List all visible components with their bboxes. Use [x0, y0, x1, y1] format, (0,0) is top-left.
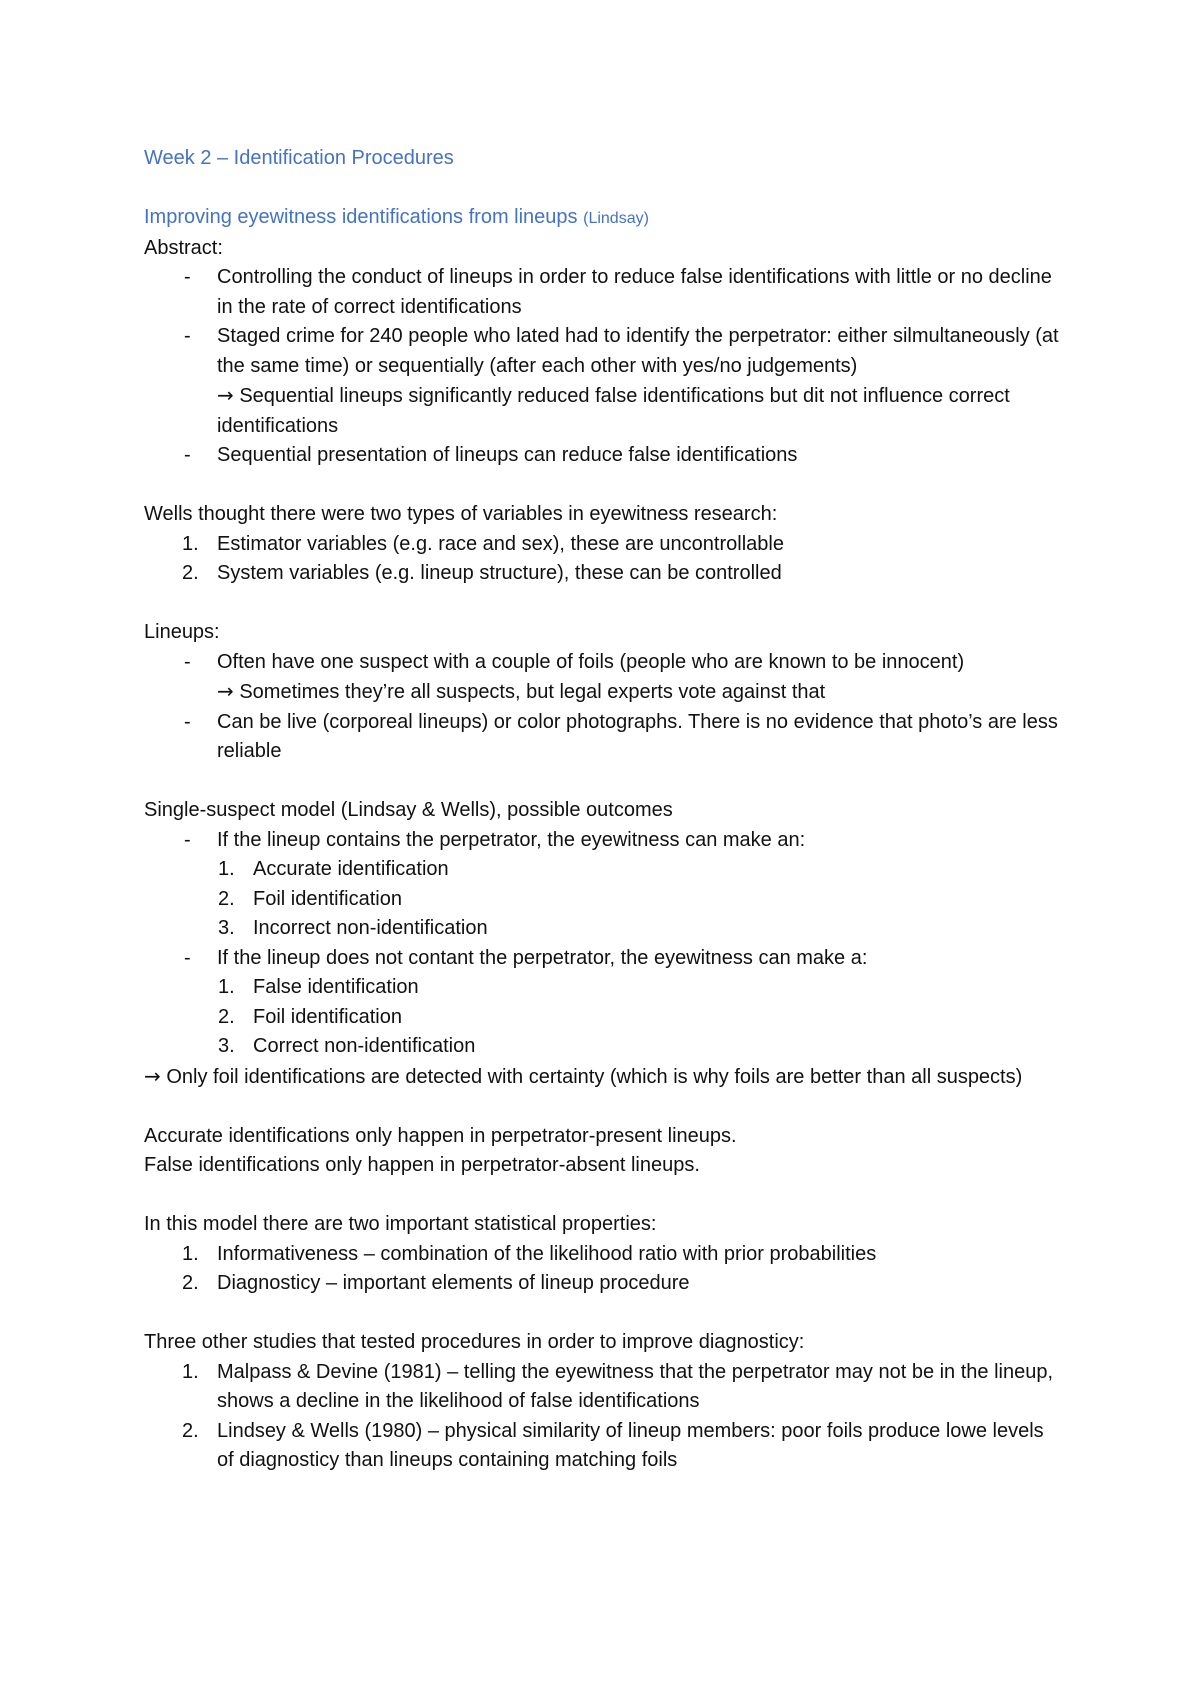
absent-outcomes-list — [144, 973, 1064, 1062]
dash-marker: - — [184, 266, 191, 288]
document-body — [144, 144, 1064, 1476]
abstract-list — [144, 263, 1064, 471]
arrow-right-icon: → — [217, 679, 234, 703]
list-subnote-text: Sequential lineups significantly reduced false identifications but dit not influence correct identifications — [217, 385, 1010, 437]
dash-marker: - — [184, 325, 191, 347]
number-marker: 2. — [182, 562, 199, 584]
abstract-label: Abstract: — [144, 236, 223, 259]
arrow-right-icon: → — [144, 1063, 161, 1088]
list-item-text: Estimator variables (e.g. race and sex), these are uncontrollable — [217, 532, 784, 555]
list-item — [144, 1269, 1064, 1299]
list-item — [144, 1003, 1064, 1033]
false-identifications-line: False identifications only happen in perpetrator-absent lineups. — [144, 1154, 700, 1176]
list-subnote — [217, 677, 1064, 708]
accurate-identifications-line: Accurate identifications only happen in perpetrator-present lineups. — [144, 1124, 737, 1147]
list-item — [144, 441, 1064, 471]
list-item — [144, 559, 1064, 589]
list-item — [144, 855, 1064, 885]
number-marker: 1. — [182, 532, 199, 555]
list-item-text: Often have one suspect with a couple of foils (people who are known to be innocent) — [217, 650, 965, 673]
list-item — [144, 648, 1064, 708]
list-item-text: If the lineup does not contant the perpetrator, the eyewitness can make a: — [217, 946, 868, 969]
section-heading-text: Improving eyewitness identifications from lineups — [144, 206, 578, 228]
number-marker: 2. — [218, 887, 235, 910]
wells-intro: Wells thought there were two types of variables in eyewitness research: — [144, 503, 778, 525]
single-suspect-list — [144, 826, 1064, 856]
list-item-text: Accurate identification — [253, 858, 449, 880]
list-item — [144, 322, 1064, 441]
list-item-text: Foil identification — [253, 1005, 402, 1028]
list-item — [144, 973, 1064, 1003]
arrow-right-icon: → — [217, 383, 234, 407]
dash-marker: - — [184, 444, 191, 466]
number-marker: 1. — [182, 1242, 199, 1265]
list-item — [144, 944, 1064, 974]
list-item-text: If the lineup contains the perpetrator, the eyewitness can make an: — [217, 828, 806, 851]
list-item — [144, 530, 1064, 560]
list-subnote-text: Sometimes they’re all suspects, but legal experts vote against that — [239, 681, 826, 703]
number-marker: 1. — [182, 1360, 199, 1383]
number-marker: 2. — [182, 1272, 199, 1294]
properties-list — [144, 1240, 1064, 1299]
list-item — [144, 708, 1064, 767]
single-suspect-conclusion — [144, 1062, 1064, 1093]
studies-intro: Three other studies that tested procedures in order to improve diagnosticy: — [144, 1331, 805, 1353]
list-item — [144, 914, 1064, 944]
single-suspect-intro: Single-suspect model (Lindsay & Wells), possible outcomes — [144, 799, 673, 821]
list-item — [144, 1032, 1064, 1062]
number-marker: 3. — [218, 917, 235, 939]
present-outcomes-list — [144, 855, 1064, 944]
list-item-text: Foil identification — [253, 887, 402, 910]
document-title: Week 2 – Identification Procedures — [144, 147, 454, 169]
properties-intro: In this model there are two important statistical properties: — [144, 1213, 657, 1235]
list-item-text: Correct non-identification — [253, 1035, 476, 1057]
list-item-text: Controlling the conduct of lineups in order to reduce false identifications with little or no decline in the rate of correct identifications — [217, 266, 1052, 318]
list-item — [144, 1358, 1064, 1417]
number-marker: 3. — [218, 1035, 235, 1057]
number-marker: 1. — [218, 858, 235, 880]
list-item — [144, 826, 1064, 856]
number-marker: 2. — [182, 1419, 199, 1442]
list-item-text: Sequential presentation of lineups can reduce false identifications — [217, 444, 798, 466]
list-item-text: Informativeness – combination of the likelihood ratio with prior probabilities — [217, 1242, 877, 1265]
list-item-text: Can be live (corporeal lineups) or color photographs. There is no evidence that photo’s are less reliable — [217, 710, 1058, 762]
number-marker: 1. — [218, 976, 235, 998]
dash-marker: - — [184, 828, 191, 851]
section-heading-lindsay — [144, 203, 1064, 234]
list-item — [144, 885, 1064, 915]
list-item-text: Incorrect non-identification — [253, 917, 488, 939]
studies-list — [144, 1358, 1064, 1476]
section-heading-author: (Lindsay) — [583, 210, 649, 227]
list-item — [144, 1240, 1064, 1270]
number-marker: 2. — [218, 1005, 235, 1028]
dash-marker: - — [184, 710, 191, 733]
dash-marker: - — [184, 946, 191, 969]
list-item-text: Staged crime for 240 people who lated had to identify the perpetrator: either silmultaneously (at the same time) or sequentially (after each other with yes/no judgements) — [217, 325, 1059, 377]
list-subnote — [217, 381, 1064, 441]
dash-marker: - — [184, 650, 191, 673]
list-item — [144, 263, 1064, 322]
list-item — [144, 1417, 1064, 1476]
list-item-text: False identification — [253, 976, 419, 998]
conclusion-text: Only foil identifications are detected with certainty (which is why foils are better than all suspects) — [166, 1065, 1023, 1088]
single-suspect-list-2 — [144, 944, 1064, 974]
lineups-list — [144, 648, 1064, 767]
list-item-text: Diagnosticy – important elements of lineup procedure — [217, 1272, 690, 1294]
list-item-text: System variables (e.g. lineup structure), these can be controlled — [217, 562, 782, 584]
lineups-label: Lineups: — [144, 621, 220, 643]
wells-list — [144, 530, 1064, 589]
list-item-text: Malpass & Devine (1981) – telling the eyewitness that the perpetrator may not be in the lineup, shows a decline in the likelihood of false identifications — [217, 1360, 1054, 1412]
list-item-text: Lindsey & Wells (1980) – physical similarity of lineup members: poor foils produce lowe levels of diagnosticy than lineups containing matching foils — [217, 1419, 1044, 1471]
